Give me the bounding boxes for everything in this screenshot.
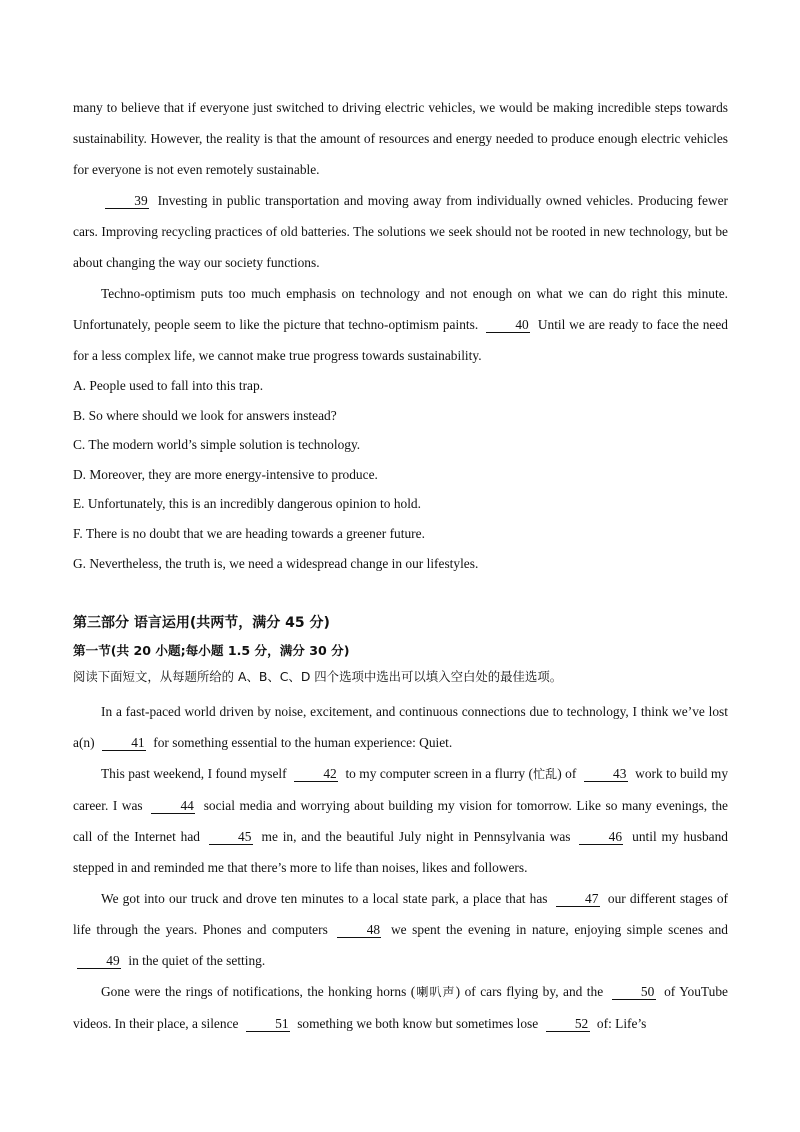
answer-blank[interactable]: 49: [77, 953, 121, 969]
option-item: B. So where should we look for answers instead?: [73, 407, 337, 423]
option-item: E. Unfortunately, this is an incredibly dangerous opinion to hold.: [73, 496, 421, 512]
answer-blank[interactable]: 42: [294, 766, 338, 782]
answer-blank[interactable]: 40: [486, 317, 530, 333]
paragraph-text: Investing in public transportation and moving away from individually owned vehicles. Producing fewer cars. Improving recycling practices of old batteries. The solutions we seek should not be rooted in new technology, but be about changing the way our society functions.: [73, 193, 728, 270]
options-list: [73, 371, 728, 578]
paragraph-text: We got into our truck and drove ten minutes to a local state park, a place that has: [101, 891, 548, 907]
instruction-text: 阅读下面短文，从每题所给的 A、B、C、D 四个选项中选出可以填入空白处的最佳选项。: [73, 669, 563, 685]
paragraph-text: of: Life’s: [596, 1016, 647, 1032]
document-page: [73, 92, 728, 1039]
chinese-gloss: 忙乱: [533, 767, 558, 782]
cloze-paragraph: [73, 758, 728, 883]
paragraph-text: of YouTube videos. In their place, a silence: [73, 984, 728, 1032]
answer-blank[interactable]: 43: [584, 766, 628, 782]
paragraph-text: we spent the evening in nature, enjoying simple scenes and: [390, 922, 728, 938]
paragraph-text: This past weekend, I found myself: [101, 766, 287, 782]
answer-blank[interactable]: 41: [102, 735, 146, 751]
cloze-paragraph: [73, 696, 728, 758]
paragraph-text: In a fast-paced world driven by noise, excitement, and continuous connections due to technology, I think we’ve lost a(n): [73, 704, 728, 751]
answer-blank[interactable]: 44: [151, 798, 195, 814]
paragraph-text: me in, and the beautiful July night in Pennsylvania was: [261, 829, 571, 845]
paragraph-text: work to build my career. I was: [73, 766, 729, 814]
option-item: D. Moreover, they are more energy-intensive to produce.: [73, 466, 378, 482]
paragraph-text: in the quiet of the setting.: [128, 953, 266, 969]
option-item: F. There is no doubt that we are heading towards a greener future.: [73, 525, 425, 541]
paragraph-text: ) of: [557, 766, 577, 782]
paragraph-text: social media and worrying about building my vision for tomorrow. Like so many evenings, the call of the Internet had: [73, 798, 729, 845]
chinese-gloss: 喇叭声: [415, 985, 456, 1000]
answer-blank[interactable]: 48: [337, 922, 381, 938]
passage-paragraph: [73, 92, 728, 185]
paragraph-text: ) of cars flying by, and the: [455, 984, 604, 1000]
paragraph-text: something we both know but sometimes lose: [297, 1016, 539, 1032]
paragraph-text: Gone were the rings of notifications, the honking horns (: [101, 984, 416, 1000]
subsection-title: 第一节(共 20 小题;每小题 1.5 分，满分 30 分): [73, 643, 350, 659]
passage-paragraph: [73, 278, 728, 371]
paragraph-text: until my husband stepped in and reminded me that there’s more to life than noises, likes and followers.: [73, 829, 728, 876]
answer-blank[interactable]: 45: [209, 829, 253, 845]
paragraph-text: Until we are ready to face the need for a less complex life, we cannot make true progress towards sustainability.: [73, 317, 728, 363]
option-item: C. The modern world’s simple solution is technology.: [73, 437, 361, 453]
paragraph-text: our different stages of life through the years. Phones and computers: [73, 891, 728, 938]
cloze-paragraph: [73, 883, 728, 976]
section-title: 第三部分 语言运用(共两节，满分 45 分): [73, 615, 330, 632]
passage-paragraph: [73, 185, 728, 278]
paragraph-text: to my computer screen in a flurry (: [345, 766, 534, 782]
cloze-paragraph: [73, 976, 728, 1039]
paragraph-text: Techno-optimism puts too much emphasis on technology and not enough on what we can do right this minute. Unfortunately, people seem to like the picture that techno-optimism paints.: [73, 286, 728, 332]
answer-blank[interactable]: 52: [546, 1016, 590, 1032]
answer-blank[interactable]: 47: [556, 891, 600, 907]
option-item: A. People used to fall into this trap.: [73, 378, 264, 393]
option-item: G. Nevertheless, the truth is, we need a widespread change in our lifestyles.: [73, 555, 479, 571]
answer-blank[interactable]: 46: [579, 829, 623, 845]
answer-blank[interactable]: 39: [105, 193, 149, 209]
paragraph-text: for something essential to the human experience: Quiet.: [153, 735, 453, 751]
paragraph-text: many to believe that if everyone just switched to driving electric vehicles, we would be making incredible steps towards sustainability. However, the reality is that the amount of resources and energy needed to produce enough electric vehicles for everyone is not even remotely sustainable.: [73, 100, 728, 177]
answer-blank[interactable]: 51: [246, 1016, 290, 1032]
answer-blank[interactable]: 50: [612, 984, 656, 1000]
